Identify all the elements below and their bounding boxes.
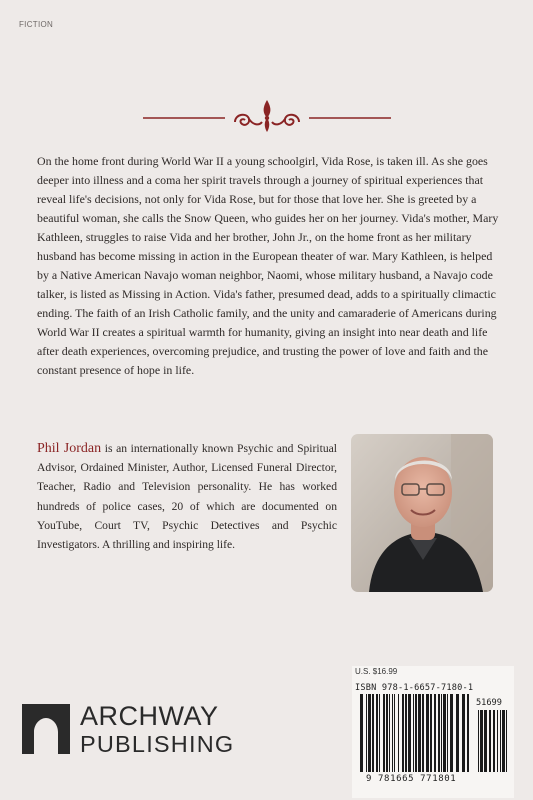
ean-digits: 9 781665 771801 xyxy=(366,774,457,784)
publisher-name-line1: ARCHWAY xyxy=(80,701,219,731)
flourish-divider-icon xyxy=(143,98,391,136)
archway-arch-icon xyxy=(22,704,70,754)
author-photo xyxy=(351,434,493,592)
publisher-logo xyxy=(80,702,234,757)
book-description: On the home front during World War II a young schoolgirl, Vida Rose, is taken ill. As she goes deeper into illness and a coma her spirit travels through a journey of spiritual experiences that reveal life's decisions, not only for Vida Rose, but for those that love her. She is greeted by a beautiful woman, she calls the Snow Queen, who guides her on her journey. Vida's mother, Mary Kathleen, struggles to raise Vida and her brother, John Jr., on the home front as her military husband has become missing in action in the European theater of war. Mary Kathleen, is helped by a Native American Navajo woman neighbor, Naomi, whose military husband, a Navajo code talker, is listed as Missing in Action. Vida's father, presumed dead, adds to a spiritually climactic ending. The faith of an Irish Catholic family, and the unity and camaraderie of Americans during World War II creates a spiritual warmth for humanity, giving an insight into near death and life after death experiences, overcoming prejudice, and trusting the power of love and faith and the constant presence of hope in life. xyxy=(37,154,499,377)
genre-label: FICTION xyxy=(19,20,54,29)
author-bio xyxy=(37,439,337,554)
author-name: Phil Jordan xyxy=(37,441,102,456)
isbn-label: ISBN 978-1-6657-7180-1 xyxy=(355,683,474,693)
barcode-addon-digits: 51699 xyxy=(476,698,502,708)
price-label: U.S. $16.99 xyxy=(355,667,398,676)
publisher-name-line2: PUBLISHING xyxy=(80,731,235,757)
author-bio-text: is an internationally known Psychic and Spiritual Advisor, Ordained Minister, Author, Licensed Funeral Director, Teacher, Radio and Television personality. He has worked hundreds of police cases, 20 of which are documented on YouTube, Court TV, Psychic Detectives and Psychic Investigators. A thrilling and inspiring life. xyxy=(37,442,337,552)
